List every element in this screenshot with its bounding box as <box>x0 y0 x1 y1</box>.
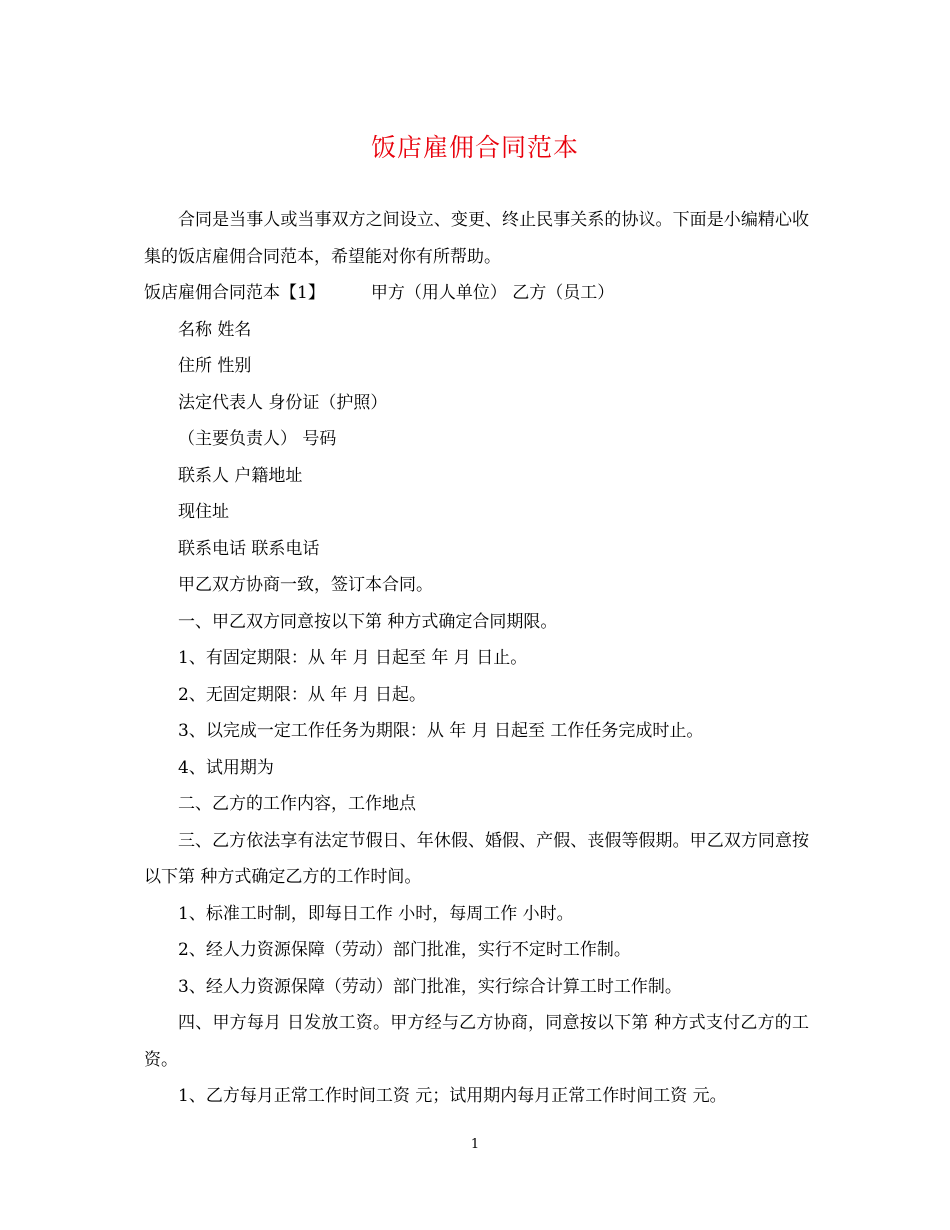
clause-1: 一、甲乙双方同意按以下第 种方式确定合同期限。 <box>178 611 558 632</box>
section-heading-label: 饭店雇佣合同范本【1】 <box>144 283 325 303</box>
clause-1-item-1: 1、有固定期限：从 年 月 日起至 年 月 日止。 <box>178 648 528 668</box>
page-number: 1 <box>470 1137 480 1152</box>
field-line-phone: 联系电话 联系电话 <box>178 538 320 559</box>
agreement-line: 甲乙双方协商一致，签订本合同。 <box>178 575 433 595</box>
field-line-address: 住所 性别 <box>178 356 252 376</box>
field-line-contact: 联系人 户籍地址 <box>178 465 303 486</box>
clause-1-item-2: 2、无固定期限：从 年 月 日起。 <box>178 684 427 705</box>
section-heading-parties: 甲方（用人单位） 乙方（员工） <box>370 283 615 303</box>
document-body <box>144 202 809 1115</box>
intro-paragraph: 合同是当事人或当事双方之间设立、变更、终止民事关系的协议。下面是小编精心收集的饭店雇佣合同范本，希望能对你有所帮助。 <box>144 210 809 267</box>
field-line-responsible: （主要负责人） 号码 <box>178 429 337 449</box>
clause-1-item-3: 3、以完成一定工作任务为期限：从 年 月 日起至 工作任务完成时止。 <box>178 721 704 741</box>
clause-4: 四、甲方每月 日发放工资。甲方经与乙方协商，同意按以下第 种方式支付乙方的工资。 <box>144 1013 809 1070</box>
clause-2: 二、乙方的工作内容，工作地点 <box>178 794 416 814</box>
field-line-legal-rep: 法定代表人 身份证（护照） <box>178 392 388 413</box>
section-heading-line <box>144 275 809 312</box>
clause-3: 三、乙方依法享有法定节假日、年休假、婚假、产假、丧假等假期。甲乙双方同意按以下第 种方式确定乙方的工作时间。 <box>144 830 809 887</box>
page-title: 饭店雇佣合同范本 <box>370 133 579 162</box>
field-line-current-address: 现住址 <box>178 502 229 522</box>
clause-1-item-4: 4、试用期为 <box>178 757 274 778</box>
clause-4-item-1: 1、乙方每月正常工作时间工资 元；试用期内每月正常工作时间工资 元。 <box>178 1086 727 1106</box>
clause-3-item-2: 2、经人力资源保障（劳动）部门批准，实行不定时工作制。 <box>178 940 631 960</box>
field-line-name: 名称 姓名 <box>178 319 252 340</box>
clause-3-item-3: 3、经人力资源保障（劳动）部门批准，实行综合计算工时工作制。 <box>178 976 682 997</box>
clause-3-item-1: 1、标准工时制，即每日工作 小时，每周工作 小时。 <box>178 903 574 924</box>
